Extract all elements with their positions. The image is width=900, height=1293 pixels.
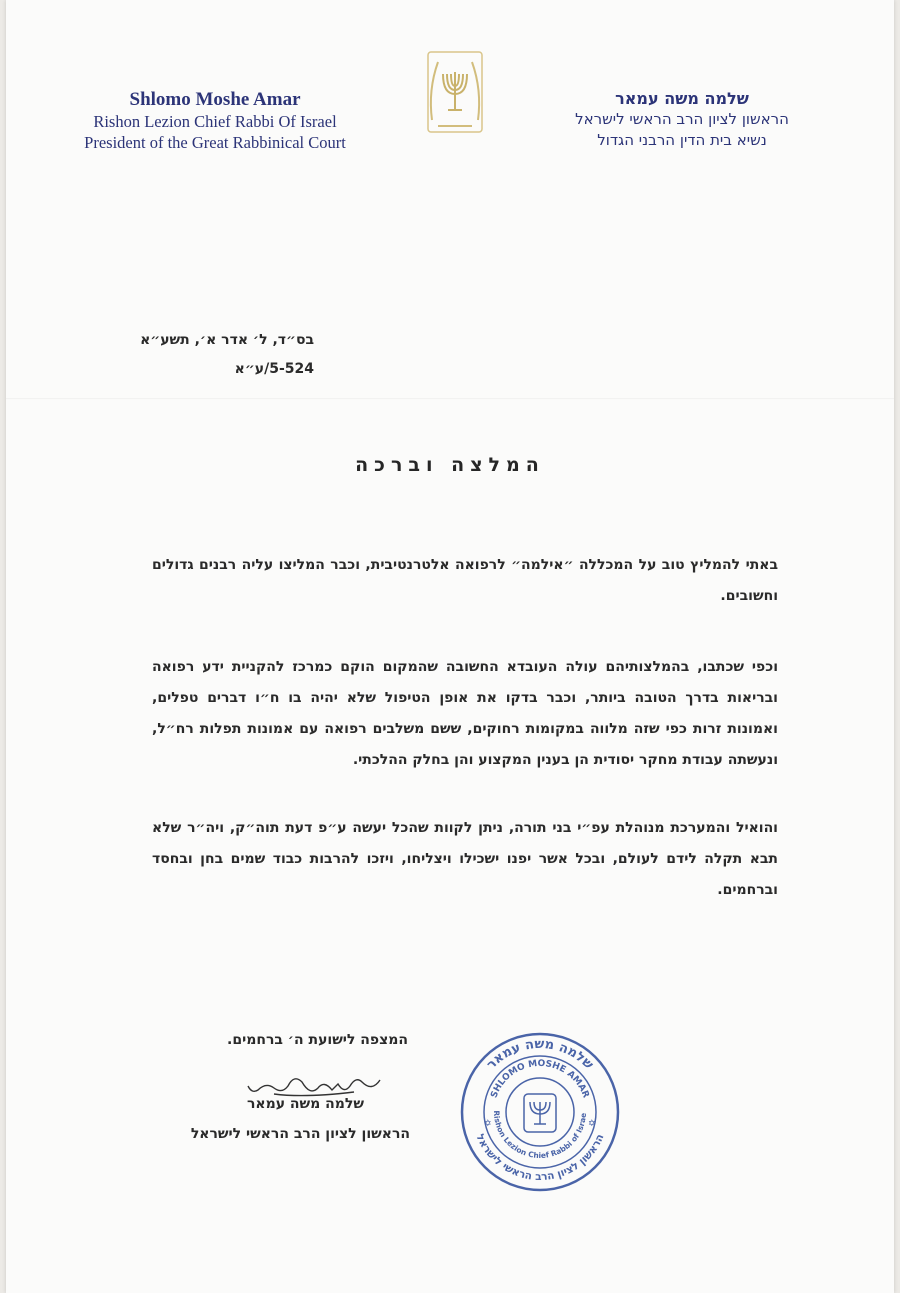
header-he-court: נשיא בית הדין הרבני הגדול bbox=[597, 131, 767, 149]
signature-closing: המצפה לישועת ה׳ ברחמים. bbox=[227, 1032, 408, 1048]
letter-meta bbox=[140, 326, 314, 384]
header-hebrew bbox=[532, 88, 832, 151]
letter-paragraph-2: וכפי שכתבו, בהמלצותיהם עולה העובדא החשובה שהמקום הוקם כמרכז להקניית ידע רפואה ובריאות בדרך הטובה ביותר, וכבר בדקו את אופן הטיפול שלא יהיה בו ח״ו דברים טפלים, ואמונות זרות כפי שזה מלווה במקומות רחוקים, ששם משלבים רפואה עם אמונות תפלות רח״ל, ונעשתה עבודת מחקר יסודית הן בענין המקצוע והן בחלק ההלכתי. bbox=[152, 659, 778, 768]
stamp-inner-english-bottom: Rishon Lezion Chief Rabbi of Israe bbox=[491, 1110, 589, 1161]
header-en-title: Rishon Lezion Chief Rabbi Of Israel bbox=[93, 112, 337, 131]
header-en-court: President of the Great Rabbinical Court bbox=[84, 133, 346, 152]
letter-paragraph-1: באתי להמליץ טוב על המכללה ״אילמה״ לרפואה אלטרנטיבית, וכבר המליצו עליה רבנים גדולים וחשובים. bbox=[152, 557, 778, 604]
letter-reference: 5-524/ע״א bbox=[234, 361, 314, 377]
letter-date: בס״ד, ל׳ אדר א׳, תשע״א bbox=[140, 332, 314, 348]
header-he-name: שלמה משה עמאר bbox=[615, 89, 749, 108]
signature-name: שלמה משה עמאר bbox=[246, 1096, 364, 1112]
signature-title: הראשון לציון הרב הראשי לישראל bbox=[190, 1126, 410, 1142]
letter-paragraph-3: והואיל והמערכת מנוהלת עפ״י בני תורה, ניתן לקוות שהכל יעשה ע״פ דעת תוה״ק, ויה״ר שלא תבא תקלה לידם לעולם, ובכל אשר יפנו ישכילו ויצליחו, ויזכו להרבות כבוד שמים בחן ובחסד וברחמים. bbox=[152, 820, 778, 898]
stamp-star-left-icon: ✡ bbox=[484, 1119, 492, 1129]
paper-fold bbox=[6, 398, 894, 400]
stamp-inner-english: SHLOMO MOSHE AMAR bbox=[489, 1058, 591, 1100]
menorah-emblem-icon bbox=[424, 50, 486, 136]
stamp-outer-hebrew: שלמה משה עמאר bbox=[483, 1036, 596, 1073]
stamp-star-right-icon: ✡ bbox=[588, 1119, 596, 1129]
letter-title: המלצה וברכה bbox=[355, 454, 545, 476]
header-english bbox=[70, 88, 360, 153]
rabbinate-stamp bbox=[458, 1030, 622, 1194]
letter-page bbox=[6, 0, 894, 1293]
stamp-menorah-icon bbox=[524, 1094, 556, 1132]
stamp-outer-hebrew-bottom: הראשון לציון הרב הראשי לישראל bbox=[473, 1132, 607, 1184]
header-en-name: Shlomo Moshe Amar bbox=[129, 89, 301, 110]
header-he-title: הראשון לציון הרב הראשי לישראל bbox=[575, 110, 789, 128]
